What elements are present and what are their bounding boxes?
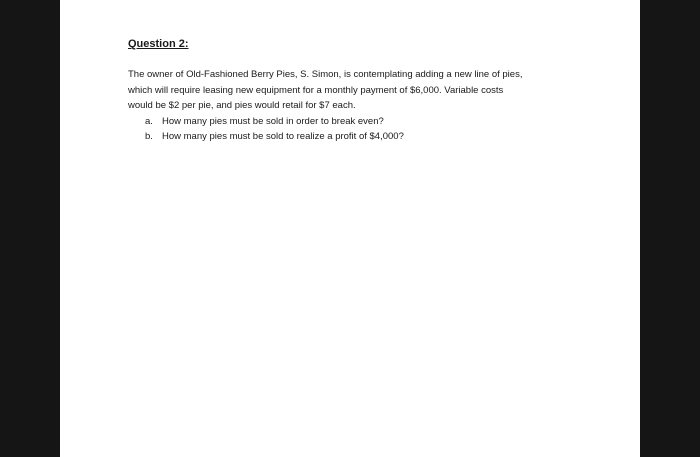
document-page [60, 0, 640, 457]
question-content [128, 37, 568, 144]
paragraph-line: which will require leasing new equipment for a monthly payment of $6,000. Variable costs [128, 84, 504, 96]
sub-question-list [128, 114, 568, 144]
list-marker: a. [145, 115, 153, 127]
sub-question-a [128, 114, 568, 129]
sub-question-text: How many pies must be sold in order to break even? [162, 115, 384, 127]
sub-question-text: How many pies must be sold to realize a profit of $4,000? [162, 130, 404, 142]
question-paragraph [128, 67, 568, 114]
sub-question-b [128, 129, 568, 144]
paragraph-line: would be $2 per pie, and pies would retail for $7 each. [128, 100, 356, 111]
question-heading: Question 2: [128, 38, 189, 50]
list-marker: b. [145, 130, 153, 142]
paragraph-line: The owner of Old-Fashioned Berry Pies, S. Simon, is contemplating adding a new line of pies, [128, 69, 523, 80]
